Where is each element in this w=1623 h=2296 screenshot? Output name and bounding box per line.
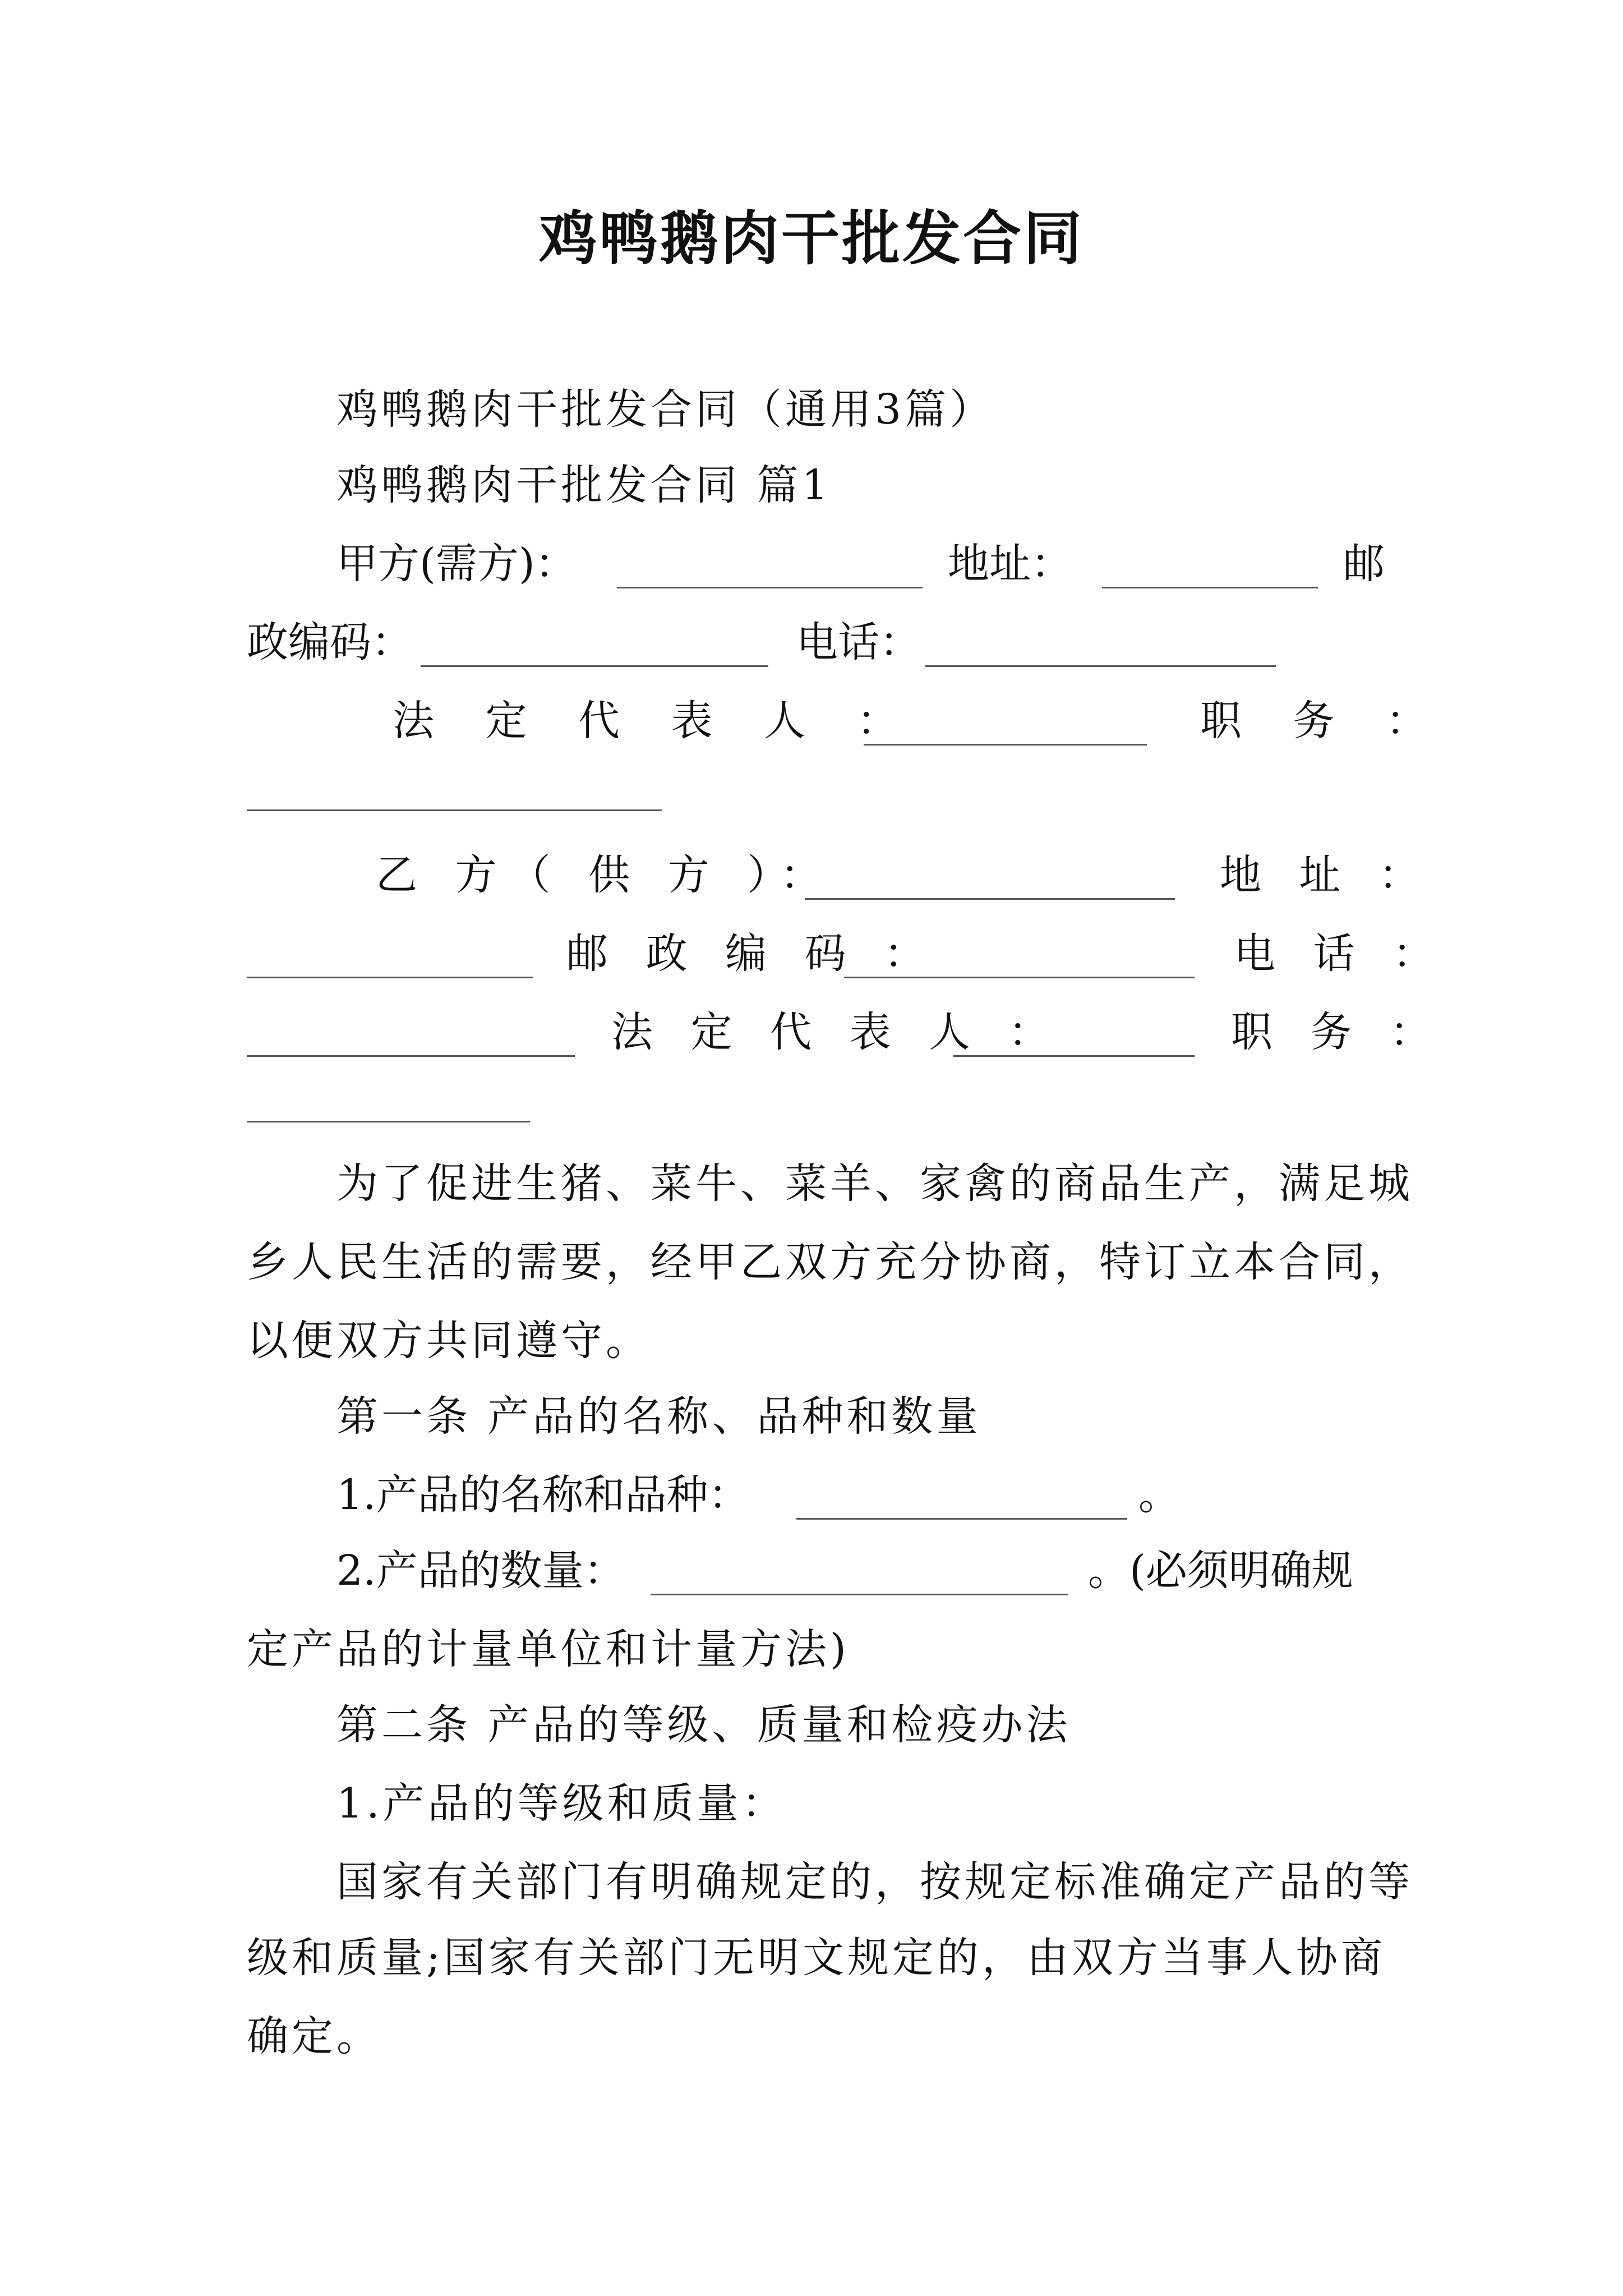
party-a-row-3 <box>247 693 1447 749</box>
party-a-position-label: 职 务 ： <box>1200 697 1447 745</box>
party-a-row-2 <box>247 614 1380 670</box>
party-a-label: 甲方(需方)： <box>336 540 577 588</box>
party-a-postcode-label-1: 邮 <box>1343 540 1385 588</box>
party-b-postcode-label: 邮 政 编 码 ： <box>566 930 938 978</box>
preamble-line-3: 以便双方共同遵守。 <box>247 1317 651 1365</box>
article-1-item-1-label: 1.产品的名称和品种： <box>336 1471 750 1519</box>
party-b-phone-label: 电 话 ： <box>1234 930 1447 978</box>
article-1-item-1 <box>247 1467 1380 1523</box>
party-a-name-blank <box>617 585 923 588</box>
party-a-address-blank <box>1102 585 1318 588</box>
party-a-postcode-blank <box>421 664 768 667</box>
article-2-para-line-2: 级和质量;国家有关部门无明文规定的，由双方当事人协商 <box>247 1934 1386 1982</box>
party-a-row-1 <box>247 536 1385 592</box>
party-b-address-blank <box>247 975 533 978</box>
party-b-row-1 <box>247 847 1433 903</box>
article-2-title: 第二条 产品的等级、质量和检疫办法 <box>336 1701 1071 1749</box>
party-b-rep-label: 法 定 代 表 人 ： <box>611 1008 1062 1056</box>
article-1-item-2-cont: 定产品的计量单位和计量方法) <box>247 1625 850 1673</box>
document-title: 鸡鸭鹅肉干批发合同 <box>538 204 1084 273</box>
party-b-phone-blank <box>247 1053 575 1057</box>
party-a-rep-label: 法 定 代 表 人 ： <box>393 697 917 745</box>
party-a-postcode-label-2: 政编码： <box>247 618 413 666</box>
preamble-line-2: 乡人民生活的需要，经甲乙双方充分协商，特订立本合同， <box>247 1238 1413 1286</box>
preamble-line-1: 为了促进生猪、菜牛、菜羊、家禽的商品生产，满足城 <box>336 1159 1413 1208</box>
article-2-para-line-1: 国家有关部门有明确规定的，按规定标准确定产品的等 <box>336 1858 1413 1906</box>
article-1-item-1-end: 。 <box>1138 1471 1180 1519</box>
party-b-address-label: 地 址 ： <box>1220 851 1433 899</box>
party-b-rep-blank <box>953 1053 1195 1057</box>
party-b-postcode-blank <box>844 975 1195 978</box>
party-a-position-blank <box>247 808 662 811</box>
article-2-para-line-3: 确定。 <box>247 2012 381 2060</box>
article-1-item-2-end: 。(必须明确规 <box>1088 1547 1353 1595</box>
party-b-row-2 <box>247 926 1447 982</box>
section-heading: 鸡鸭鹅肉干批发合同 篇1 <box>336 461 832 509</box>
party-a-phone-blank <box>925 664 1276 667</box>
article-1-item-2-label: 2.产品的数量： <box>336 1547 625 1595</box>
party-a-phone-label: 电话： <box>796 618 921 666</box>
article-1-item-2 <box>247 1543 1380 1599</box>
party-a-address-label: 地址： <box>948 540 1072 588</box>
party-b-row-3 <box>247 1004 1444 1060</box>
product-name-blank <box>796 1516 1127 1520</box>
party-a-rep-blank <box>864 742 1147 746</box>
product-quantity-blank <box>651 1592 1068 1595</box>
document-subtitle: 鸡鸭鹅肉干批发合同（通用3篇） <box>336 385 995 434</box>
party-b-position-blank <box>247 1119 530 1122</box>
article-2-item-1: 1.产品的等级和质量： <box>336 1779 787 1828</box>
party-b-name-blank <box>805 896 1175 900</box>
party-b-label: 乙 方（ 供 方 ）： <box>376 851 834 899</box>
article-1-title: 第一条 产品的名称、品种和数量 <box>336 1392 981 1441</box>
party-b-position-label: 职 务 ： <box>1231 1008 1444 1056</box>
